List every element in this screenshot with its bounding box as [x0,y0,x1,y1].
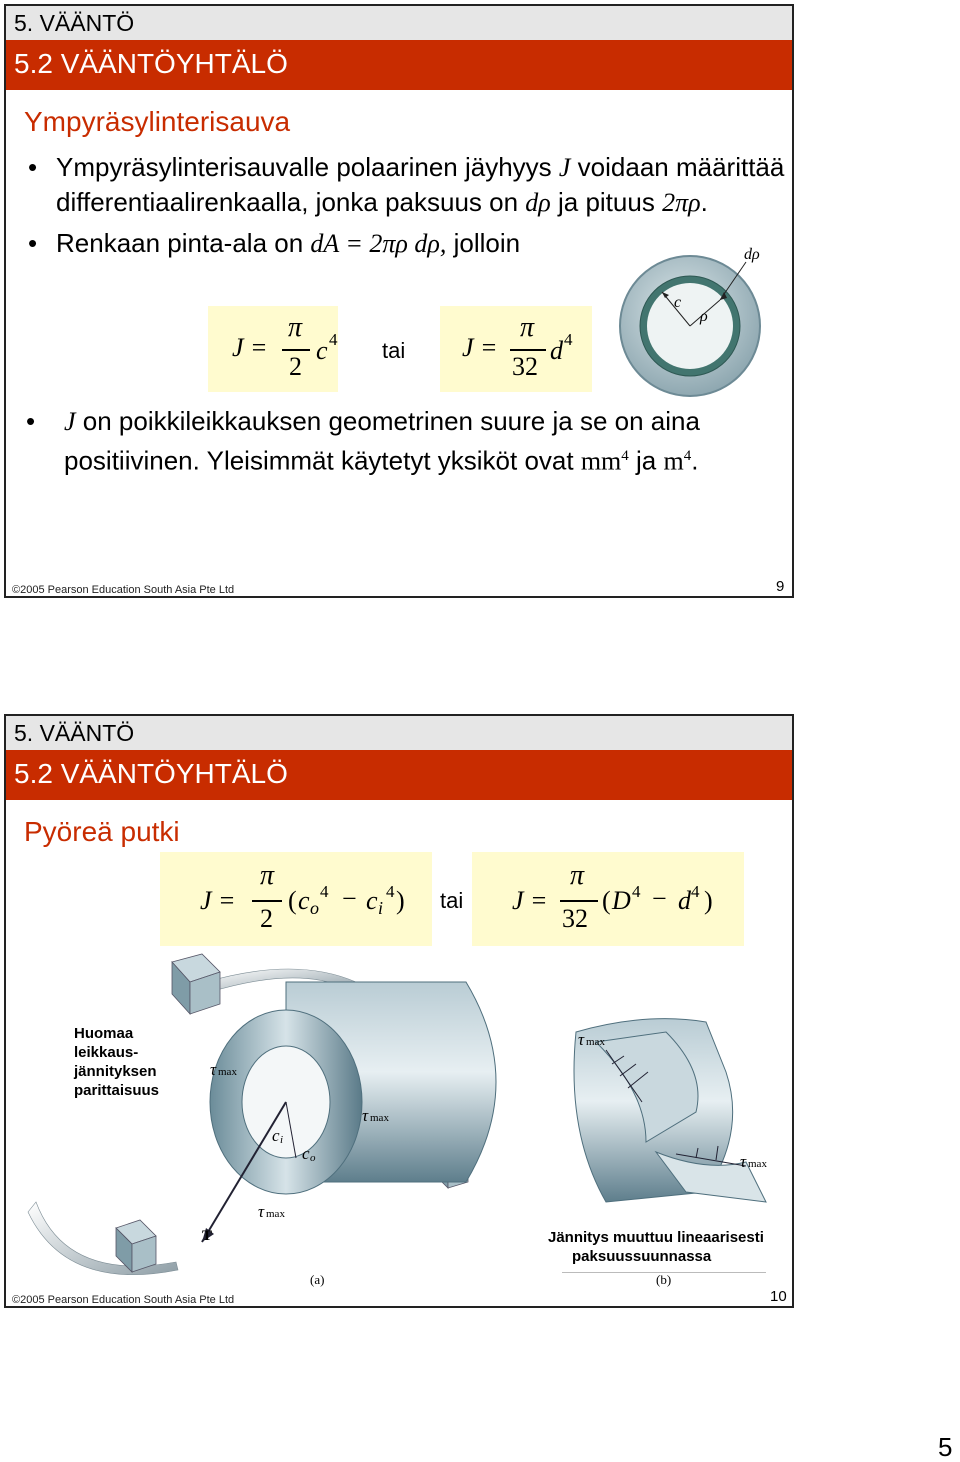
formula-denominator: 32 [512,352,538,381]
formula-exponent: 4 [329,330,338,349]
formula-denominator: 2 [260,904,273,933]
formula-variable: c [366,886,378,915]
label-ci: c [272,1126,280,1145]
formula-numerator: π [288,312,303,343]
ring-figure [614,242,774,407]
formula-numerator: π [570,860,585,891]
document-page-number: 5 [938,1432,953,1462]
formula-lhs: J = [512,886,548,915]
label-tau-max: τ [578,1030,585,1049]
bullet-text: on poikkileikkauksen geometrinen suure ja se on aina positiivinen. Yleisimmät käytetyt yksiköt ovat [64,406,700,476]
label-drho: dρ [744,246,760,263]
formula-J-solid-d [440,306,592,392]
formula-lhs: J = [232,333,268,362]
bullet-text: Ympyräsylinterisauvalle polaarinen jäyhyys [56,152,559,182]
section-header: 5.2 VÄÄNTÖYHTÄLÖ [6,40,792,90]
formula-numerator: π [520,312,535,343]
math-drho: dρ [525,188,551,217]
slide-number: 9 [776,578,785,595]
label-subscript: max [586,1036,605,1048]
formula-exponent: 4 [691,882,700,901]
label-tau-max: τ [362,1106,369,1125]
copyright-footer: ©2005 Pearson Education South Asia Pte Ltd [12,584,235,596]
bullet-polar-moment [24,150,794,220]
note-line: Jännitys muuttuu lineaarisesti [548,1229,764,1246]
or-word: tai [382,338,406,363]
note-line: parittaisuus [74,1082,160,1099]
unit-exponent: 4 [683,448,692,464]
bullet-dot: • [28,152,38,182]
formula-paren: ) [704,886,713,915]
formula-paren: ) [396,886,405,915]
formula-denominator: 2 [289,352,302,381]
note-line: Huomaa [74,1025,134,1042]
bullet-dot: • [28,228,38,258]
bullet-text: jolloin [446,228,521,258]
formula-exponent: 4 [632,882,641,901]
stress-cube [172,954,220,1014]
bullet-text: ja pituus [550,187,663,217]
formula-exponent: 4 [320,882,329,901]
bullet-text: Renkaan pinta-ala on [56,228,311,258]
label-tau-max: τ [258,1202,265,1221]
formula-numerator: π [260,860,275,891]
formula-denominator: 32 [562,904,588,933]
copyright-footer: ©2005 Pearson Education South Asia Pte Ltd [12,1294,235,1306]
bullet-text: . [691,445,699,476]
section-header: 5.2 VÄÄNTÖYHTÄLÖ [6,750,792,800]
label-rho: ρ [700,308,708,325]
note-line: paksuussuunnassa [572,1248,712,1265]
bullet-text: ja [628,445,664,476]
formula-exponent: 4 [386,882,395,901]
slide-10 [4,714,794,1308]
label-subscript: max [748,1158,767,1170]
bullet-list [26,404,772,479]
formula-variable: D [612,886,631,915]
ring-diagram [614,242,774,402]
slide-subtitle: Ympyräsylinterisauva [24,106,291,137]
bullet-dot: • [26,406,36,436]
label-subscript: max [266,1208,285,1220]
slide-subtitle: Pyöreä putki [24,816,180,847]
formula-J-tube-D [472,852,744,946]
note-shear-pairs [74,1024,159,1100]
label-subscript: i [280,1134,284,1146]
label-fig-a: (a) [310,1272,325,1287]
formula-variable: d [550,336,563,365]
label-tau-max: τ [210,1060,217,1079]
formula-minus: − [342,884,357,913]
formula-subscript: o [310,898,319,918]
unit-mm: mm [580,446,622,476]
note-line: leikkaus- [74,1044,139,1061]
label-subscript: max [218,1066,237,1078]
math-J: J [64,407,76,436]
label-c: c [674,294,682,311]
fraction-bar [252,900,282,902]
math-J: J [558,153,571,182]
formula-paren: ( [288,886,297,915]
formula-J-solid-c [208,306,338,392]
formula-lhs: J = [462,333,498,362]
label-fig-b: (b) [656,1272,672,1287]
unit-exponent: 4 [621,448,629,464]
label-subscript: o [310,1152,316,1164]
formula-paren: ( [602,886,611,915]
or-word: tai [440,888,464,913]
formula-exponent: 4 [564,330,573,349]
math-2pirho: 2πρ [662,188,701,217]
bullet-text: voidaan määrittää differentiaalirenkaalla, jonka paksuus on [56,152,785,217]
label-torque: T [202,1228,213,1244]
label-tau-max: τ [740,1152,747,1171]
unit-m: m [663,446,684,476]
chapter-header: 5. VÄÄNTÖ [6,6,792,40]
bullet-text: . [700,187,708,217]
bullet-geometric-property [26,404,772,479]
formula-minus: − [652,884,667,913]
chapter-header: 5. VÄÄNTÖ [6,716,792,750]
formula-J-tube-c [160,852,432,946]
formula-variable: d [678,886,691,915]
fraction-bar [510,349,546,351]
fraction-bar [560,900,598,902]
fraction-bar [282,349,310,351]
label-subscript: max [370,1112,389,1124]
label-co: c [302,1144,310,1163]
slide-number: 10 [770,1288,787,1305]
note-line: jännityksen [74,1063,157,1080]
stress-cube [116,1220,156,1272]
math-dA: dA = 2πρ dρ, [310,229,447,258]
formula-variable: c [298,886,310,915]
note-linear-stress [548,1228,764,1266]
slide-9 [4,4,794,598]
formula-lhs: J = [200,886,236,915]
formula-subscript: i [378,898,384,918]
formula-variable: c [316,336,328,365]
